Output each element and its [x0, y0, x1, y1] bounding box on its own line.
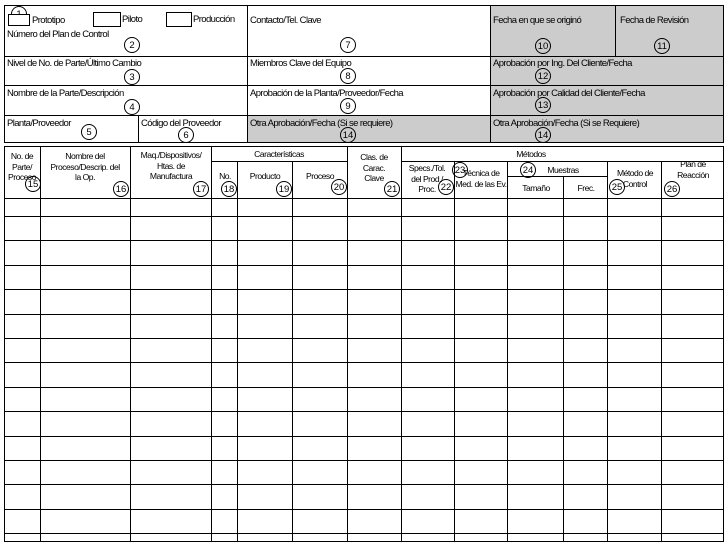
ref-number: 5 — [81, 124, 97, 140]
revision-date-cell[interactable] — [615, 5, 724, 57]
grid-column-line — [563, 198, 564, 541]
date-originated-cell[interactable] — [490, 5, 616, 57]
ref-number: 11 — [654, 38, 670, 54]
grid-row-line — [4, 484, 723, 485]
ref-number: 17 — [193, 181, 209, 197]
prototype-label: Prototipo — [32, 15, 65, 26]
part-name-label: Nombre de la Parte/Descripción — [7, 88, 124, 99]
ref-number: 14 — [535, 127, 551, 143]
col-divider — [40, 146, 41, 199]
ref-number: 12 — [535, 68, 551, 84]
pilot-checkbox[interactable] — [93, 12, 121, 27]
col-divider — [347, 146, 348, 199]
ref-number: 25 — [609, 179, 625, 195]
col-part-process-no: No. de Parte/ Proceso — [7, 151, 37, 182]
col-sample-size: Tamaño — [522, 183, 550, 193]
prototype-checkbox[interactable] — [8, 14, 30, 26]
grid-column-line — [40, 198, 41, 541]
col-sample-freq: Frec. — [577, 183, 595, 193]
grid-row-line — [4, 216, 723, 217]
grid-row-line — [4, 436, 723, 437]
ref-number: 7 — [340, 37, 356, 53]
col-reaction-plan: Plan de Reacción — [677, 159, 709, 180]
ref-number: 13 — [535, 97, 551, 113]
grid-column-line — [237, 198, 238, 541]
ref-number: 23 — [452, 162, 468, 178]
supplier-plant-label: Planta/Proveedor — [7, 118, 71, 129]
col-divider — [661, 161, 662, 199]
col-divider — [507, 161, 508, 199]
pilot-label: Piloto — [122, 14, 143, 25]
col-control-method: Método de Control — [616, 168, 654, 189]
grid-column-line — [211, 198, 212, 541]
customer-eng-approval-label: Aprobación por Ing. Del Cliente/Fecha — [493, 58, 632, 69]
grid-column-line — [130, 198, 131, 541]
characteristics-group: Características — [254, 149, 304, 159]
grid-row-line — [4, 265, 723, 266]
ref-number: 16 — [113, 181, 129, 197]
grid-row-line — [4, 362, 723, 363]
date-originated-label: Fecha en que se originó — [493, 15, 582, 26]
col-char-no: No. — [219, 171, 231, 181]
ref-number: 10 — [535, 38, 551, 54]
core-team-label: Miembros Clave del Equipo — [250, 58, 352, 69]
ref-number: 8 — [340, 68, 356, 84]
ref-number: 26 — [664, 181, 680, 197]
production-checkbox[interactable] — [166, 12, 192, 27]
ref-number: 19 — [276, 181, 292, 197]
ref-number: 21 — [384, 181, 400, 197]
grid-column-line — [347, 198, 348, 541]
col-divider — [237, 161, 238, 199]
grid-column-line — [401, 198, 402, 541]
grid-row-line — [4, 460, 723, 461]
supplier-approval-label: Aprobación de la Planta/Proveedor/Fecha — [250, 88, 403, 99]
col-divider — [292, 161, 293, 199]
key-contact-label: Contacto/Tel. Clave — [250, 15, 321, 26]
ref-number: 2 — [124, 37, 140, 53]
col-divider — [563, 176, 564, 199]
col-process-name: Nombre del Proceso/Descrip. del la Op. — [50, 151, 120, 182]
grid-row-line — [4, 533, 723, 534]
revision-date-label: Fecha de Revisión — [620, 15, 689, 26]
col-char-process: Proceso — [305, 171, 335, 181]
grid-row-line — [4, 509, 723, 510]
key-contact-cell[interactable] — [247, 5, 491, 57]
production-label: Producción — [193, 14, 235, 25]
samples-group: Muestras — [547, 165, 579, 175]
ref-number: 9 — [340, 98, 356, 114]
col-divider — [130, 146, 131, 199]
grid-row-line — [4, 338, 723, 339]
col-divider — [607, 161, 608, 199]
grid-row-line — [4, 289, 723, 290]
ref-number: 3 — [124, 69, 140, 85]
characteristics-divider — [211, 161, 347, 162]
ref-number: 24 — [520, 162, 536, 178]
other-approval-2-label: Otra Aprobación/Fecha (Si se Requiere) — [493, 118, 640, 129]
grid-row-line — [4, 411, 723, 412]
supplier-code-label: Código del Proveedor — [141, 118, 221, 129]
other-approval-1-label: Otra Aprobación/Fecha (Si se requiere) — [250, 118, 393, 129]
control-plan-number-label: Número del Plan de Control — [7, 29, 109, 40]
grid-column-line — [507, 198, 508, 541]
ref-number: 20 — [331, 179, 347, 195]
part-revision-label: Nivel de No. de Parte/Último Cambio — [7, 58, 142, 69]
ref-number: 4 — [124, 99, 140, 115]
grid-column-line — [661, 198, 662, 541]
plan-grid-body[interactable] — [4, 198, 724, 542]
grid-row-line — [4, 387, 723, 388]
ref-number: 6 — [178, 127, 194, 143]
col-special-char: Clas. de Carac. Clave — [360, 152, 388, 183]
ref-number: 15 — [25, 176, 41, 192]
grid-row-line — [4, 314, 723, 315]
grid-column-line — [607, 198, 608, 541]
ref-number: 22 — [438, 179, 454, 195]
col-eval-technique: Técnica de Med. de las Ev. — [455, 168, 507, 189]
col-specs: Specs./Tol. del Prod./ Proc. — [408, 163, 446, 194]
ref-number: 14 — [340, 127, 356, 143]
customer-quality-approval-label: Aprobación por Calidad del Cliente/Fecha — [493, 88, 645, 99]
grid-column-line — [292, 198, 293, 541]
col-char-product: Producto — [249, 171, 281, 181]
col-machine: Maq./Dispositivos/ Htas. de Manufactura — [140, 150, 202, 181]
grid-row-line — [4, 240, 723, 241]
ref-number: 18 — [221, 181, 237, 197]
grid-column-line — [454, 198, 455, 541]
methods-group: Métodos — [516, 149, 546, 159]
